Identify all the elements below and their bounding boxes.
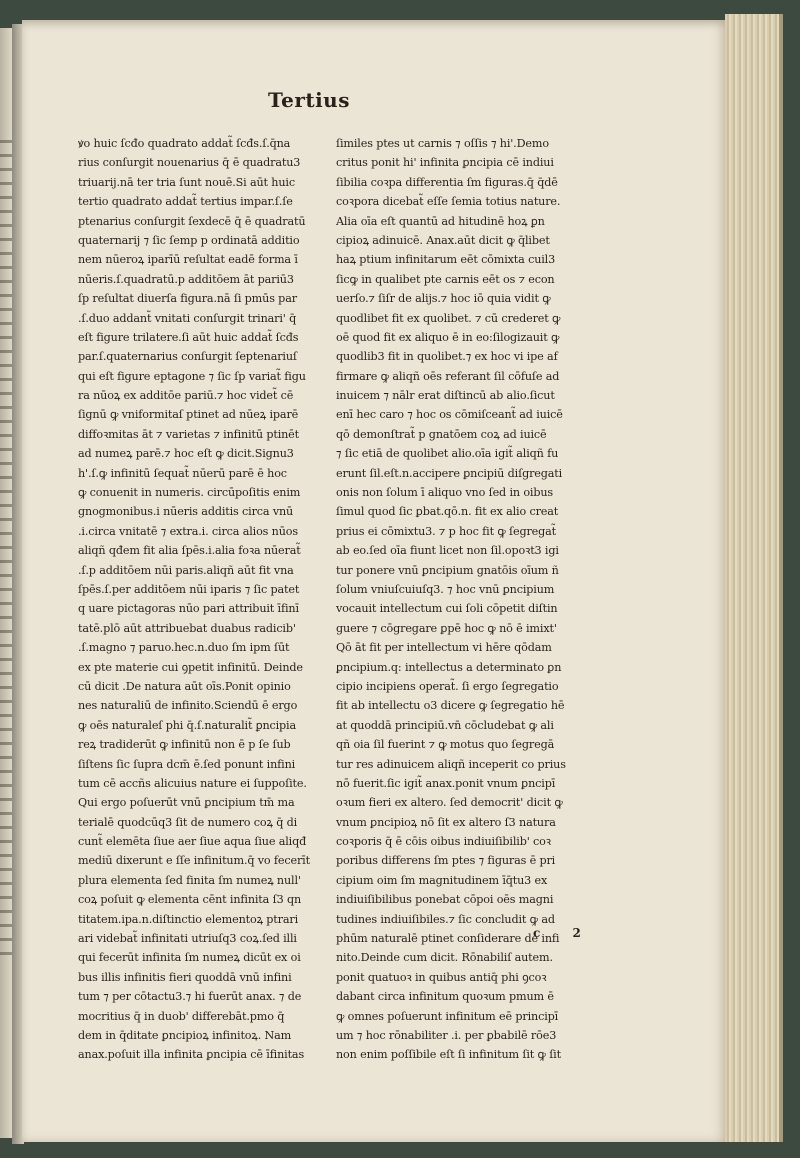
text-line: titatem.ipa.n.diſtinctio elementoꝝ ptrari [78,912,298,926]
text-line: ponit quatuoꝛ in quibus antiq̄ phi ꝯcoꝛ [336,970,547,984]
text-line: poribus differens ſm ptes ⁊ figuras ē pri [336,854,556,868]
text-line: ptenarius conſurgit ſexdecē q̄ ē quadratū [78,214,306,228]
text-line: inuicem ⁊ nālr erat diſtincū ab alio.ſicut [336,389,555,403]
text-line: quaternarij ⁊ ſic ſemp p ordinatā additio [78,233,300,247]
text-line: ſimiles ptes ut carnis ⁊ oſſis ⁊ hi'.Demo [336,137,549,150]
text-line: triuarij.nā ter tria ſunt nouē.Si aūt huic [78,175,295,189]
text-line: enī hec caro ⁊ hoc os cōmiſceant̃ ad iuicē [336,408,563,422]
text-line: eſt figure trilatere.ſi aūt huic addat̃ ſcđs [78,330,299,344]
text-line: .ſ.duo addant̃ vnitati conſurgit trinari' q̄ [78,311,297,325]
text-line: indiuiſibilibus ponebat cōpoi oēs magni [336,893,554,907]
text-line: ſp reſultat diuerſa figura.nā ſi pmūs par [78,292,297,306]
text-line: ad numeꝝ parē.⁊ hoc eſt ꝙ dicit.Signu3 [78,447,294,461]
text-line: nes naturaliū de infinito.Sciendū ē ergo [78,699,298,713]
text-line: qui fecerūt infinita ſm numeꝝ dicūt ex oi [78,951,301,965]
signature-mark: c 2 [533,926,595,940]
text-line: quodlib3 fit in quolibet.⁊ ex hoc vi ipe af [336,350,558,364]
text-line: tur ponere vnū ꝑncipium gnatōis oīum ñ [336,563,559,577]
text-line: ra nūoꝝ ex additōe pariū.⁊ hoc videt̃ cē [78,389,294,403]
text-line: coꝛpora dicebat̃ eſſe ſemia totius nature. [336,195,561,209]
text-line: q uare pictagoras nūo pari attribuit īfinī [78,602,299,616]
text-line: aliqñ qđem fit alia ſpēs.i.alia foꝛa nūerat̃ [78,544,301,558]
text-line: phūm naturalē ptinet conſiderare de infi [336,932,560,946]
text-line: mediū dixerunt e ſſe infinitum.q̄ vo fecerīt [78,854,310,868]
text-line: par.ſ.quaternarius conſurgit ſeptenariuſ [78,350,297,364]
text-line: firmare ꝙ aliqñ oēs referant ſil cōfuſe ad [336,369,560,383]
text-line: qō demonſtrat̃ p gnatōem coꝝ ad iuicē [336,427,547,441]
text-line: .ſ.p additōem nūi paris.aliqñ aūt fit vna [78,563,294,577]
text-line: cunt̃ elemēta ſiue aer ſiue aqua ſiue aliqđ [78,835,307,849]
text-line: ab eo.ſed oīa fiunt licet non ſil.opoꝛt3 igi [336,544,559,558]
text-line: cipioꝝ adinuicē. Anax.aūt dicit ꝙ q̄libet [336,233,550,247]
text-line: bus illis infinitis fieri quoddā vnū infini [78,970,292,984]
text-line: ſolum vniuſcuiuſq3. ⁊ hoc vnū ꝑncipium [336,582,555,596]
text-line: .i.circa vnitatē ⁊ extra.i. circa alios nūos [78,524,298,538]
text-line: ſibilia coꝛpa differentia ſm figuras.q̄ q̄dē [336,175,558,189]
text-line: onis non ſolum ī aliquo vno ſed in oibus [336,486,554,500]
text-line: nūeris.ſ.quadratū.p additōem āt pariū3 [78,272,294,286]
text-line: ſignū ꝙ vniformitaſ ptinet ad nūeꝝ iparē [78,408,299,422]
text-line: cū dicit .De natura aūt oīs.Ponit opinio [78,679,291,693]
text-line: prius ei cōmixtu3. ⁊ p hoc fit ꝙ ſegregat̃ [336,524,557,538]
text-line: dabant circa infinitum quoꝛum pmum ē [336,990,554,1004]
text-line: tum ⁊ per cōtactu3.⁊ hi fuerūt anax. ⁊ de [78,990,302,1004]
text-line: Qō āt fit per intellectum vi hēre qōdam [336,641,552,655]
text-line: qñ oia ſil fuerint ⁊ ꝙ motus quo ſegregā [336,738,555,752]
text-line: um ⁊ hoc rōnabiliter .i. per ꝑbabilē rōe3 [336,1028,557,1042]
text-line: oē quod fit ex aliquo ē in eo:ſilogizauit ꝙ [336,330,560,344]
text-line: vnum ꝑncipioꝝ nō ſit ex altero ſ3 natura [336,815,556,829]
text-line: qui eſt figure eptagone ⁊ ſic ſp variat̃ figu [78,369,306,383]
text-line: .ſ.magno ⁊ paruo.hec.n.duo ſm ipm ſūt [78,641,290,655]
page-stack-edges [725,14,783,1142]
text-line: anax.poſuit illa infinita ꝑncipia cē īfinitas [78,1048,305,1062]
text-line: ꝙ conuenit in numeris. circūpoſitis enim [78,486,301,500]
text-line: uerſo.⁊ ſiſr de alijs.⁊ hoc iō quia vidit ꝙ [336,292,551,306]
text-line: Alia oīa eſt quantū ad hitudinē hoꝝ ꝑn [336,214,545,228]
text-line: haꝝ ptium infinitarum eēt cōmixta cuil3 [336,253,556,267]
text-line: cipium oim ſm magnitudinem īq̄tu3 ex [336,873,548,887]
text-line: vocauit intellectum cui ſoli cōpetit diſtin [336,602,558,616]
text-line: ⁊ ſic etiā de quolibet alio.oīa igit̃ aliqñ fu [336,447,559,461]
text-line: reꝝ tradiderūt ꝙ infinitū non ē p ſe ſub [78,738,291,752]
text-line: guere ⁊ cōgregare ꝑpē hoc ꝙ nō ē imixt' [336,621,557,635]
text-line: ꝑncipium.q: intellectus a determinato ꝑn [336,660,562,674]
text-line: oꝛum fieri ex altero. ſed democrit' dicit ꝙ [336,796,563,810]
text-line: erunt ſil.eſt.n.accipere ꝑncipiū diſgregati [336,466,563,480]
text-line: gnogmonibus.i nūeris additis circa vnū [78,505,294,519]
text-line: ꝙ oēs naturaleſ phi q̄.ſ.naturalit̃ ꝑncipia [78,718,297,732]
text-line: ſiſtens ſic ſupra dcm̄ ē.ſed ponunt infini [78,757,296,771]
text-line: nem nūeroꝝ iparīū reſultat eadē forma ī [78,253,298,267]
text-line: tatē.plō aūt attribuebat duabus radicib' [78,621,296,635]
text-line: at quoddā principiū.vn̄ cōcludebat ꝙ ali [336,718,554,732]
text-line: tur res adinuicem aliqñ inceperit co prius [336,757,566,771]
text-line: plura elementa ſed finita ſm numeꝝ null' [78,873,301,887]
text-line: Qui ergo poſuerūt vnū ꝑncipium tm̄ ma [78,796,295,810]
text-line: nō fuerit.ſic igit̃ anax.ponit vnum ꝑncipī [336,776,556,790]
text-line: nito.Deinde cum dicit. Rōnabiliſ autem. [336,951,553,965]
text-line: coꝝ poſuit ꝙ elementa cēnt infinita ſ3 qn [78,893,302,907]
text-line: cipio incipiens operat̃. ſi ergo ſegregatio [336,679,559,693]
running-head: Tertius [268,88,350,112]
text-line: ꝟo huic ſcđo quadrato addat̃ ſcđs.ſ.q̄na [78,137,291,150]
text-line: critus ponit hi' infinita ꝑncipia cē indiui [336,156,554,170]
text-line: tertio quadrato addat̃ tertius impar.ſ.ſe [78,195,293,209]
text-line: ſpēs.ſ.per additōem nūi iparis ⁊ ſic patet [78,582,300,596]
text-line: ex pte materie cui ꝯpetit infinitū. Deinde [78,660,303,674]
text-line: fit ab intellectu o3 dicere ꝙ ſegregatio hē [336,699,565,713]
text-line: tum cē accñs alicuius nature ei ſuppoſite. [78,776,307,790]
text-line: dem in q̄ditate ꝑncipioꝝ infinitoꝝ. Nam [78,1028,292,1042]
text-line: coꝛporis q̄ ē cōis oibus indiuiſibilib' coꝛ [336,835,551,849]
text-line: quodlibet fit ex quolibet. ⁊ cū crederet ꝙ [336,311,561,325]
text-line: rius conſurgit nouenarius q̄ ē quadratu3 [78,156,301,170]
text-column-left [78,134,330,1065]
text-line: h'.ſ.ꝙ infinitū ſequat̃ nūerū parē ē hoc [78,466,287,480]
text-line: terialē quodcūq3 ſit de numero coꝝ q̄ di [78,815,298,829]
text-line: ſimul quod ſic ꝑbat.qō.n. fit ex alio creat [336,505,559,519]
text-line: ſicꝙ in qualibet pte carnis eēt os ⁊ econ [336,272,555,286]
text-line: tudines indiuiſibiles.⁊ ſic concludit ꝙ ad [336,912,555,926]
text-line: ꝙ omnes poſuerunt infinitum eē principī [336,1009,559,1023]
text-line: ari videbat̃ infinitati utriuſq3 coꝝ.ſed illi [78,932,297,946]
text-line: mocritius q̄ in duob' differebāt.pmo q̄ [78,1009,285,1023]
text-line: diffoꝛmitas āt ⁊ varietas ⁊ infinitū ptinēt [78,427,299,441]
text-line: non enim poſſibile eſt ſi infinitum ſit ꝙ ſit [336,1048,561,1062]
